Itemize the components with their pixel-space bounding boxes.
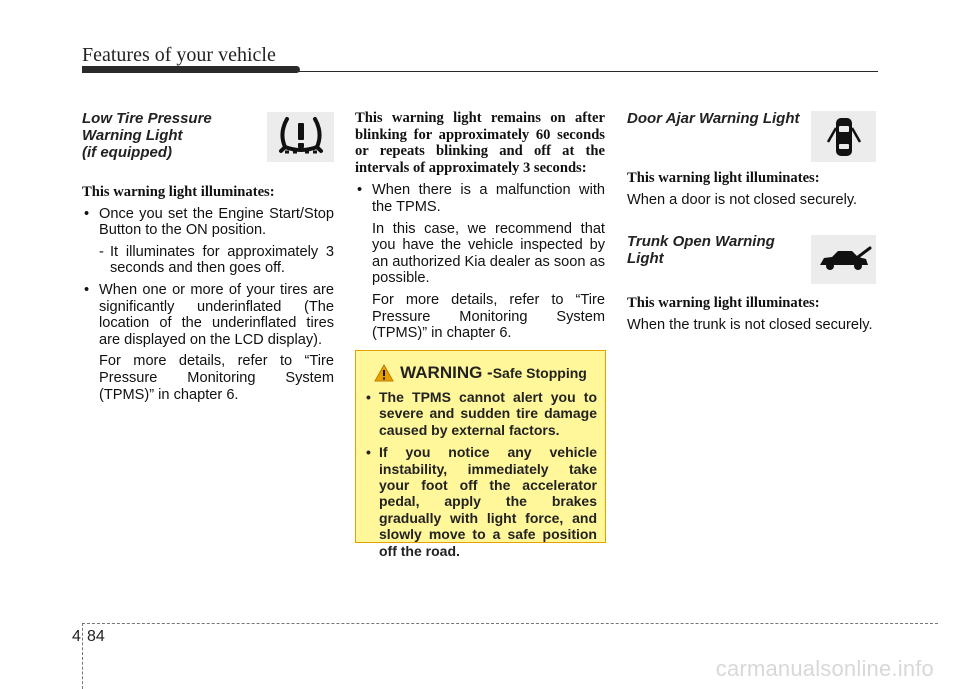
trunk-open-icon (811, 235, 876, 284)
tpms-warning-icon (267, 112, 334, 162)
footer-rule (82, 623, 938, 624)
chapter-number: 4 (72, 628, 81, 645)
tpms-bullet-2: • When one or more of your tires are significantly underinflated (The location of the underinflated tires are displayed on the LCD display). (84, 281, 334, 348)
tpms-bullet-1: • Once you set the Engine Start/Stop Button to the ON position. (84, 205, 334, 239)
door-text: When a door is not closed securely. (627, 191, 858, 208)
warning-sublabel: Safe Stopping (492, 365, 587, 381)
trunk-illuminates-label: This warning light illuminates: (627, 295, 820, 312)
warning-triangle-icon (374, 364, 394, 382)
door-illuminates-label: This warning light illuminates: (627, 170, 820, 186)
warning-label: WARNING - (400, 363, 493, 382)
warning-box (355, 350, 606, 559)
warning-bullet-1: • The TPMS cannot alert you to severe and sudden tire damage caused by external factors. (366, 389, 597, 438)
tpms-blink-intro: This warning light remains on after blinking for approximately 60 seconds or repeats blinking and off at the intervals of approximately 3 seconds: (355, 110, 605, 176)
door-title: Door Ajar Warning Light (627, 110, 800, 127)
watermark: carmanualsonline.info (715, 656, 934, 681)
page-number: 84 (87, 628, 105, 645)
page-header-title: Features of your vehicle (82, 44, 276, 66)
warning-header (364, 363, 597, 383)
tpms-blink-section (355, 110, 605, 342)
footer-divider (82, 623, 83, 689)
tpms-blink-para-1: In this case, we recommend that you have the vehicle inspected by an authorized Kia dealer as soon as possible. (372, 220, 605, 287)
trunk-text: When the trunk is not closed securely. (627, 316, 873, 333)
tpms-illuminates-label: This warning light illuminates: (82, 184, 275, 200)
tpms-title: Low Tire Pressure Warning Light (if equipped) (82, 110, 212, 161)
tpms-bullet-1-sub: - It illuminates for approximately 3 seconds and then goes off. (99, 243, 334, 277)
door-ajar-icon (811, 111, 876, 162)
warning-bullet-2: • If you notice any vehicle instability, immediately take your foot off the accelerator pedal, apply the brakes gradually with light force, and slowly move to a safe position off the road. (366, 444, 597, 559)
tpms-blink-bullet: • When there is a malfunction with the TPMS. (357, 182, 605, 215)
trunk-title: Trunk Open Warning Light (627, 233, 775, 268)
tpms-bullet-2-sub: For more details, refer to “Tire Pressure Monitoring System (TPMS)” in chapter 6. (99, 353, 334, 403)
header-rule (82, 71, 878, 72)
tpms-blink-para-2: For more details, refer to “Tire Pressure Monitoring System (TPMS)” in chapter 6. (372, 291, 605, 342)
